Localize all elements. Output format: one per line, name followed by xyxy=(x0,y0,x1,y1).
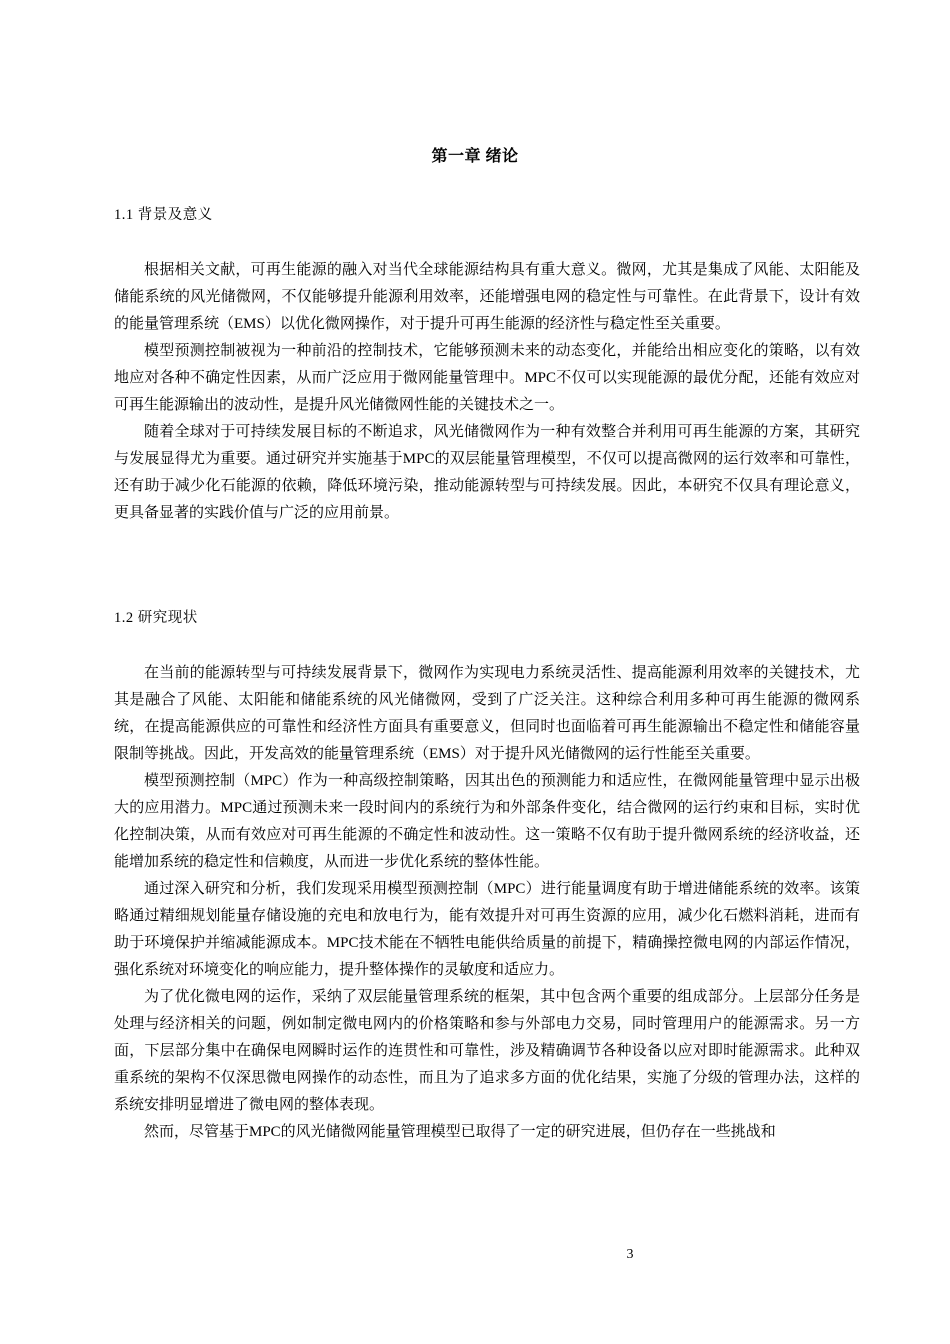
section-heading-1-2: 1.2 研究现状 xyxy=(114,610,198,626)
page-number: 3 xyxy=(626,1247,634,1262)
section-body-1-2 xyxy=(114,660,860,1146)
paragraph: 在当前的能源转型与可持续发展背景下，微网作为实现电力系统灵活性、提高能源利用效率的关键技术，尤其是融合了风能、太阳能和储能系统的风光储微网，受到了广泛关注。这种综合利用多种可再生能源的微网系统，在提高能源供应的可靠性和经济性方面具有重要意义，但同时也面临着可再生能源输出不稳定性和储能容量限制等挑战。因此，开发高效的能量管理系统（EMS）对于提升风光储微网的运行性能至关重要。 xyxy=(114,665,860,762)
section-heading-1-1: 1.1 背景及意义 xyxy=(114,207,213,223)
paragraph: 为了优化微电网的运作，采纳了双层能量管理系统的框架，其中包含两个重要的组成部分。上层部分任务是处理与经济相关的问题，例如制定微电网内的价格策略和参与外部电力交易，同时管理用户的能源需求。另一方面，下层部分集中在确保电网瞬时运作的连贯性和可靠性，涉及精确调节各种设备以应对即时能源需求。此种双重系统的架构不仅深思微电网操作的动态性，而且为了追求多方面的优化结果，实施了分级的管理办法，这样的系统安排明显增进了微电网的整体表现。 xyxy=(114,989,860,1113)
paragraph: 模型预测控制（MPC）作为一种高级控制策略，因其出色的预测能力和适应性，在微网能量管理中显示出极大的应用潜力。MPC通过预测未来一段时间内的系统行为和外部条件变化，结合微网的运行约束和目标，实时优化控制决策，从而有效应对可再生能源的不确定性和波动性。这一策略不仅有助于提升微网系统的经济收益，还能增加系统的稳定性和信赖度，从而进一步优化系统的整体性能。 xyxy=(114,773,860,870)
paragraph: 通过深入研究和分析，我们发现采用模型预测控制（MPC）进行能量调度有助于增进储能系统的效率。该策略通过精细规划能量存储设施的充电和放电行为，能有效提升对可再生资源的应用，减少化石燃料消耗，进而有助于环境保护并缩减能源成本。MPC技术能在不牺牲电能供给质量的前提下，精确操控微电网的内部运作情况，强化系统对环境变化的响应能力，提升整体操作的灵敏度和适应力。 xyxy=(114,881,860,978)
paragraph: 随着全球对于可持续发展目标的不断追求，风光储微网作为一种有效整合并利用可再生能源的方案，其研究与发展显得尤为重要。通过研究并实施基于MPC的双层能量管理模型，不仅可以提高微网的运行效率和可靠性，还有助于减少化石能源的依赖，降低环境污染，推动能源转型与可持续发展。因此，本研究不仅具有理论意义，更具备显著的实践价值与广泛的应用前景。 xyxy=(114,424,860,521)
paragraph: 然而，尽管基于MPC的风光储微网能量管理模型已取得了一定的研究进展，但仍存在一些挑战和 xyxy=(144,1124,776,1140)
chapter-title: 第一章 绪论 xyxy=(431,148,519,165)
section-body-1-1 xyxy=(114,257,860,527)
paragraph: 根据相关文献，可再生能源的融入对当代全球能源结构具有重大意义。微网，尤其是集成了风能、太阳能及储能系统的风光储微网，不仅能够提升能源利用效率，还能增强电网的稳定性与可靠性。在此背景下，设计有效的能量管理系统（EMS）以优化微网操作，对于提升可再生能源的经济性与稳定性至关重要。 xyxy=(114,262,860,332)
paragraph: 模型预测控制被视为一种前沿的控制技术，它能够预测未来的动态变化，并能给出相应变化的策略，以有效地应对各种不确定性因素，从而广泛应用于微网能量管理中。MPC不仅可以实现能源的最优分配，还能有效应对可再生能源输出的波动性，是提升风光储微网性能的关键技术之一。 xyxy=(114,343,860,413)
